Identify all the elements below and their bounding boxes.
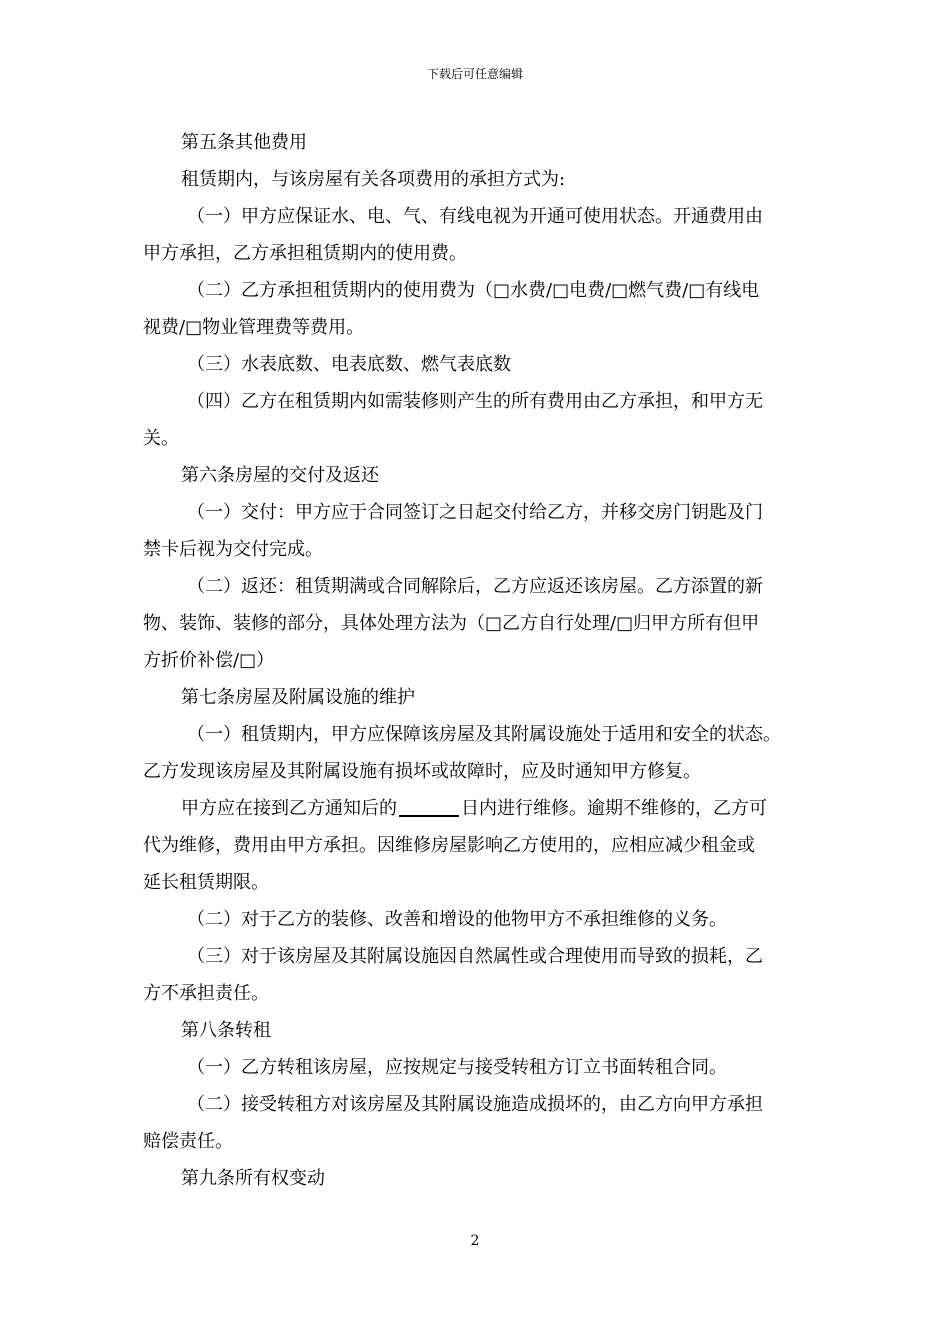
paragraph-line: 方不承担责任。 [143,983,269,1004]
paragraph-line: （四）乙方在租赁期内如需装修则产生的所有费用由乙方承担，和甲方无 [187,391,763,412]
paragraph-line: （二）接受转租方对该房屋及其附属设施造成损坏的，由乙方向甲方承担 [187,1094,763,1115]
document-body [143,124,807,1197]
paragraph-line: （一）交付：甲方应于合同签订之日起交付给乙方，并移交房门钥匙及门 [187,502,763,523]
paragraph-line: 禁卡后视为交付完成。 [143,539,323,560]
paragraph-line: 赔偿责任。 [143,1131,233,1152]
page-number: 2 [470,1233,480,1249]
paragraph-line: 甲方承担，乙方承担租赁期内的使用费。 [143,243,467,264]
paragraph-line: （二）对于乙方的装修、改善和增设的他物甲方不承担维修的义务。 [187,909,727,930]
section-title-8: 第八条转租 [181,1020,271,1041]
page-header: 下载后可任意编辑 [426,67,523,81]
paragraph-line: 方折价补偿/□） [143,650,275,671]
paragraph-line: 代为维修，费用由甲方承担。因维修房屋影响乙方使用的，应相应减少租金或 [143,835,755,856]
paragraph-line: （二）返还：租赁期满或合同解除后，乙方应返还该房屋。乙方添置的新 [187,576,763,597]
section-title-9: 第九条所有权变动 [181,1168,325,1189]
paragraph-line: 乙方发现该房屋及其附属设施有损坏或故障时，应及时通知甲方修复。 [143,761,701,782]
section-title-6: 第六条房屋的交付及返还 [181,465,379,486]
paragraph-line: 延长租赁期限。 [143,872,269,893]
paragraph-line: 租赁期内，与该房屋有关各项费用的承担方式为: [181,169,566,190]
section-title-7: 第七条房屋及附属设施的维护 [181,687,415,708]
repair-text-after: 日内进行维修。逾期不维修的，乙方可 [461,798,767,819]
paragraph-line: （三）水表底数、电表底数、燃气表底数 [187,354,511,375]
paragraph-line: 视费/□物业管理费等费用。 [143,317,365,338]
paragraph-line: （三）对于该房屋及其附属设施因自然属性或合理使用而导致的损耗，乙 [187,946,763,967]
repair-text-before: 甲方应在接到乙方通知后的 [181,798,397,819]
paragraph-line: 关。 [143,428,179,449]
paragraph-line: （一）租赁期内，甲方应保障该房屋及其附属设施处于适用和安全的状态。 [187,724,781,745]
repair-days-line [143,790,807,827]
paragraph-line: （二）乙方承担租赁期内的使用费为（□水费/□电费/□燃气费/□有线电 [187,280,760,301]
section-title-5: 第五条其他费用 [181,132,307,153]
days-blank-field [399,797,459,817]
paragraph-line: （一）甲方应保证水、电、气、有线电视为开通可使用状态。开通费用由 [187,206,763,227]
paragraph-line: （一）乙方转租该房屋，应按规定与接受转租方订立书面转租合同。 [187,1057,727,1078]
paragraph-line: 物、装饰、装修的部分，具体处理方法为（□乙方自行处理/□归甲方所有但甲 [143,613,760,634]
